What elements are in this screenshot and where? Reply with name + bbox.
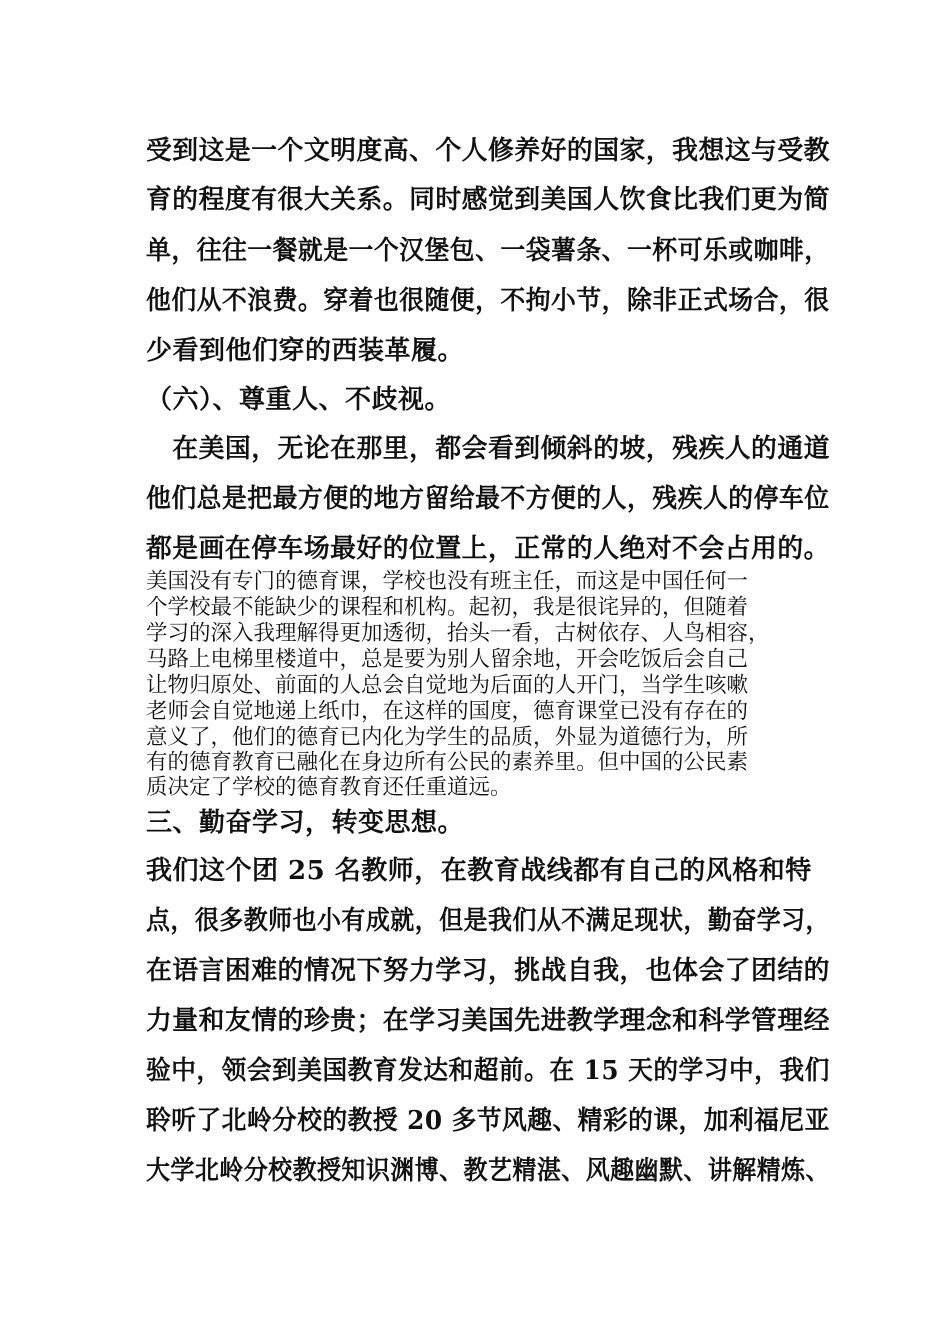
paragraph-2-line-1: 在美国，无论在那里，都会看到倾斜的坡，残疾人的通道 <box>146 434 830 464</box>
paragraph-4-line-4: 力量和友情的珍贵；在学习美国先进教学理念和科学管理经 <box>146 1006 830 1036</box>
paragraph-3-line-2: 个学校最不能缺少的课程和机构。起初，我是很诧异的，但随着 <box>146 595 749 620</box>
paragraph-1-line-2: 育的程度有很大关系。同时感觉到美国人饮食比我们更为简 <box>146 185 830 215</box>
paragraph-4-line-7: 大学北岭分校教授知识渊博、教艺精湛、风趣幽默、讲解精炼、 <box>146 1156 830 1186</box>
paragraph-4-line-3: 在语言困难的情况下努力学习，挑战自我，也体会了团结的 <box>146 956 830 986</box>
paragraph-2-line-2: 他们总是把最方便的地方留给最不方便的人，残疾人的停车位 <box>146 484 830 514</box>
paragraph-3-line-3: 学习的深入我理解得更加透彻，抬头一看，古树依存、人鸟相容， <box>146 621 770 646</box>
paragraph-1-line-1: 受到这是一个文明度高、个人修养好的国家，我想这与受教 <box>146 136 830 166</box>
paragraph-3-line-8: 有的德育教育已融化在身边所有公民的素养里。但中国的公民素 <box>146 750 749 775</box>
paragraph-3-line-1: 美国没有专门的德育课，学校也没有班主任，而这是中国任何一 <box>146 569 749 594</box>
section-heading-6: （六）、尊重人、不歧视。 <box>146 385 452 415</box>
paragraph-3-line-5: 让物归原处、前面的人总会自觉地为后面的人开门，当学生咳嗽 <box>146 673 749 698</box>
paragraph-1-line-5: 少看到他们穿的西装革履。 <box>146 336 465 366</box>
paragraph-3-line-7: 意义了，他们的德育已内化为学生的品质，外显为道德行为，所 <box>146 725 749 750</box>
paragraph-2-line-3: 都是画在停车场最好的位置上，正常的人绝对不会占用的。 <box>146 534 830 564</box>
paragraph-4-line-1: 我们这个团 25 名教师，在教育战线都有自己的风格和特 <box>146 856 812 886</box>
paragraph-4-line-5: 验中，领会到美国教育发达和超前。在 15 天的学习中，我们 <box>146 1056 830 1086</box>
paragraph-4-line-2: 点，很多教师也小有成就，但是我们从不满足现状，勤奋学习， <box>146 906 830 936</box>
paragraph-4-line-6: 聆听了北岭分校的教授 20 多节风趣、精彩的课，加利福尼亚 <box>146 1106 830 1136</box>
paragraph-1-line-3: 单，往往一餐就是一个汉堡包、一袋薯条、一杯可乐或咖啡， <box>146 236 830 266</box>
paragraph-3-line-9: 质决定了学校的德育教育还任重道远。 <box>146 775 512 800</box>
paragraph-3-line-6: 老师会自觉地递上纸巾，在这样的国度，德育课堂已没有存在的 <box>146 699 749 724</box>
section-heading-3: 三、勤奋学习，转变思想。 <box>146 808 465 838</box>
paragraph-1-line-4: 他们从不浪费。穿着也很随便，不拘小节，除非正式场合，很 <box>146 286 830 316</box>
paragraph-3-line-4: 马路上电梯里楼道中，总是要为别人留余地，开会吃饭后会自己 <box>146 647 749 672</box>
